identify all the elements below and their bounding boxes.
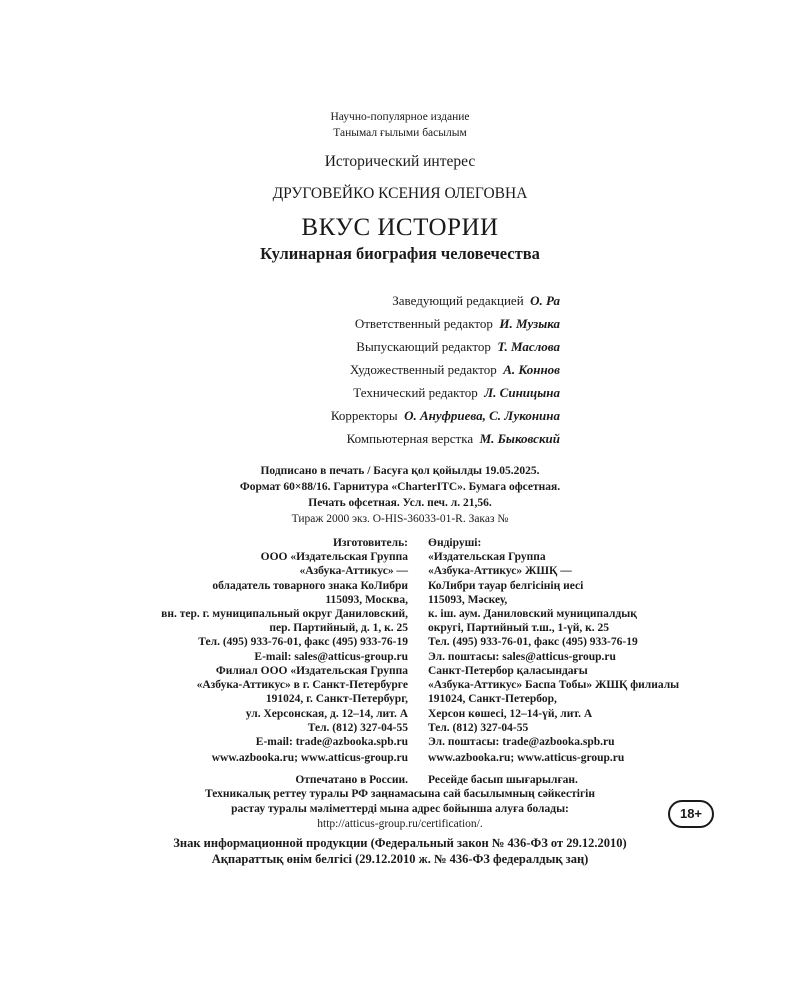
printed-in-kz: Ресейде басып шығарылған. bbox=[428, 774, 578, 786]
print-info-line: Тираж 2000 экз. O-HIS-36033-01-R. Заказ № bbox=[291, 513, 509, 525]
edition-type-ru: Научно-популярное издание bbox=[330, 111, 470, 123]
staff-name: О. Ануфриева, С. Луконина bbox=[404, 408, 560, 423]
staff-row bbox=[347, 431, 560, 447]
manufacturer-ru-line: E-mail: sales@atticus-group.ru bbox=[254, 650, 408, 663]
printed-in-ru: Отпечатано в России. bbox=[295, 774, 408, 786]
manufacturer-kz-line: «Азбука-Аттикус» ЖШҚ — bbox=[428, 565, 572, 578]
manufacturer-ru-line: обладатель товарного знака КоЛибри bbox=[212, 579, 408, 592]
manufacturer-kz-line: Эл. поштасы: sales@atticus-group.ru bbox=[428, 650, 616, 663]
staff-name: А. Коннов bbox=[503, 362, 560, 377]
staff-name: И. Музыка bbox=[499, 316, 560, 331]
branch-ru bbox=[197, 664, 408, 749]
branch-kz-line: «Азбука-Аттикус» Баспа Тобы» ЖШҚ филиалы bbox=[428, 679, 680, 692]
print-info-line: Печать офсетная. Усл. печ. л. 21,56. bbox=[308, 497, 492, 509]
branch-kz-line: Санкт-Петербор қаласындағы bbox=[428, 665, 588, 677]
staff-role: Заведующий редакцией bbox=[392, 293, 524, 308]
branch-kz-line: Эл. поштасы: trade@azbooka.spb.ru bbox=[428, 736, 615, 749]
manufacturer-ru-line: 115093, Москва, bbox=[325, 593, 408, 606]
websites-kz: www.azbooka.ru; www.atticus-group.ru bbox=[428, 752, 625, 764]
staff-name: О. Ра bbox=[530, 293, 560, 308]
staff-role: Корректоры bbox=[330, 408, 398, 423]
staff-role: Компьютерная верстка bbox=[346, 431, 474, 446]
manufacturer-ru-line: «Азбука-Аттикус» — bbox=[299, 565, 408, 578]
websites-ru: www.azbooka.ru; www.atticus-group.ru bbox=[211, 752, 408, 764]
branch-ru-line: Тел. (812) 327-04-55 bbox=[307, 721, 408, 734]
manufacturer-kz-line: к. іш. аум. Даниловский муниципалдық bbox=[428, 608, 637, 621]
manufacturer-ru-line: ООО «Издательская Группа bbox=[260, 551, 408, 564]
book-title: ВКУС ИСТОРИИ bbox=[301, 214, 499, 241]
staff-name: М. Быковский bbox=[479, 431, 560, 446]
branch-ru-line: «Азбука-Аттикус» в г. Санкт-Петербурге bbox=[196, 679, 408, 692]
staff-row bbox=[355, 316, 560, 332]
edition-type-kz: Танымал ғылыми басылым bbox=[333, 127, 467, 139]
print-info-line: Подписано в печать / Басуға қол қойылды 19.05.2025. bbox=[260, 465, 540, 477]
staff-row bbox=[350, 362, 560, 378]
branch-ru-line: 191024, г. Санкт-Петербург, bbox=[265, 693, 408, 706]
staff-role: Технический редактор bbox=[353, 385, 478, 400]
manufacturer-ru bbox=[161, 536, 408, 664]
branch-kz bbox=[428, 664, 679, 749]
staff-row bbox=[356, 339, 560, 355]
book-subtitle: Кулинарная биография человечества bbox=[260, 244, 540, 263]
staff-row bbox=[331, 408, 560, 424]
manufacturer-kz-line: 115093, Мәскеу, bbox=[428, 593, 508, 606]
manufacturer-kz-line: Тел. (495) 933-76-01, факс (495) 933-76-19 bbox=[428, 636, 638, 649]
branch-kz-line: Тел. (812) 327-04-55 bbox=[428, 721, 529, 734]
staff-name: Л. Синицына bbox=[484, 385, 560, 400]
certification-line: Техникалық реттеу туралы РФ заңнамасына сай басылымның сәйкестігін bbox=[204, 788, 596, 800]
age-rating-badge: 18+ bbox=[668, 800, 714, 828]
info-law-ru: Знак информационной продукции (Федеральный закон № 436-ФЗ от 29.12.2010) bbox=[173, 836, 627, 850]
staff-role: Выпускающий редактор bbox=[356, 339, 491, 354]
certification-url: http://atticus-group.ru/certification/. bbox=[317, 818, 483, 830]
author-name: ДРУГОВЕЙКО КСЕНИЯ ОЛЕГОВНА bbox=[272, 185, 528, 202]
branch-ru-line: E-mail: trade@azbooka.spb.ru bbox=[255, 736, 408, 749]
staff-row bbox=[353, 385, 560, 401]
info-law-kz: Ақпараттық өнім белгісі (29.12.2010 ж. № 436-ФЗ федералдық заң) bbox=[211, 852, 589, 866]
staff-role: Ответственный редактор bbox=[354, 316, 493, 331]
certification-line: растау туралы мәліметтерді мына адрес бойынша алуға болады: bbox=[231, 803, 569, 815]
manufacturer-ru-line: пер. Партийный, д. 1, к. 25 bbox=[269, 622, 408, 635]
series-title: Исторический интерес bbox=[324, 153, 476, 170]
manufacturer-ru-line: Изготовитель: bbox=[332, 537, 408, 549]
staff-row bbox=[392, 293, 560, 309]
manufacturer-kz bbox=[428, 536, 638, 664]
manufacturer-kz-line: «Издательская Группа bbox=[428, 551, 546, 564]
branch-kz-line: Херсон көшесі, 12–14-үй, лит. А bbox=[428, 707, 593, 720]
manufacturer-kz-line: округі, Партийный т.ш., 1-үй, к. 25 bbox=[428, 622, 610, 635]
print-info-line: Формат 60×88/16. Гарнитура «CharterITC». Бумага офсетная. bbox=[239, 481, 561, 493]
staff-name: Т. Маслова bbox=[497, 339, 560, 354]
staff-role: Художественный редактор bbox=[349, 362, 497, 377]
manufacturer-kz-line: Өндіруші: bbox=[428, 537, 482, 549]
manufacturer-ru-line: вн. тер. г. муниципальный округ Даниловский, bbox=[161, 608, 408, 621]
manufacturer-kz-line: КоЛибри тауар белгісінің иесі bbox=[428, 579, 584, 592]
branch-ru-line: ул. Херсонская, д. 12–14, лит. А bbox=[245, 707, 408, 720]
manufacturer-ru-line: Тел. (495) 933-76-01, факс (495) 933-76-19 bbox=[198, 636, 408, 649]
branch-kz-line: 191024, Санкт-Петербор, bbox=[428, 693, 557, 706]
branch-ru-line: Филиал ООО «Издательская Группа bbox=[215, 665, 408, 677]
